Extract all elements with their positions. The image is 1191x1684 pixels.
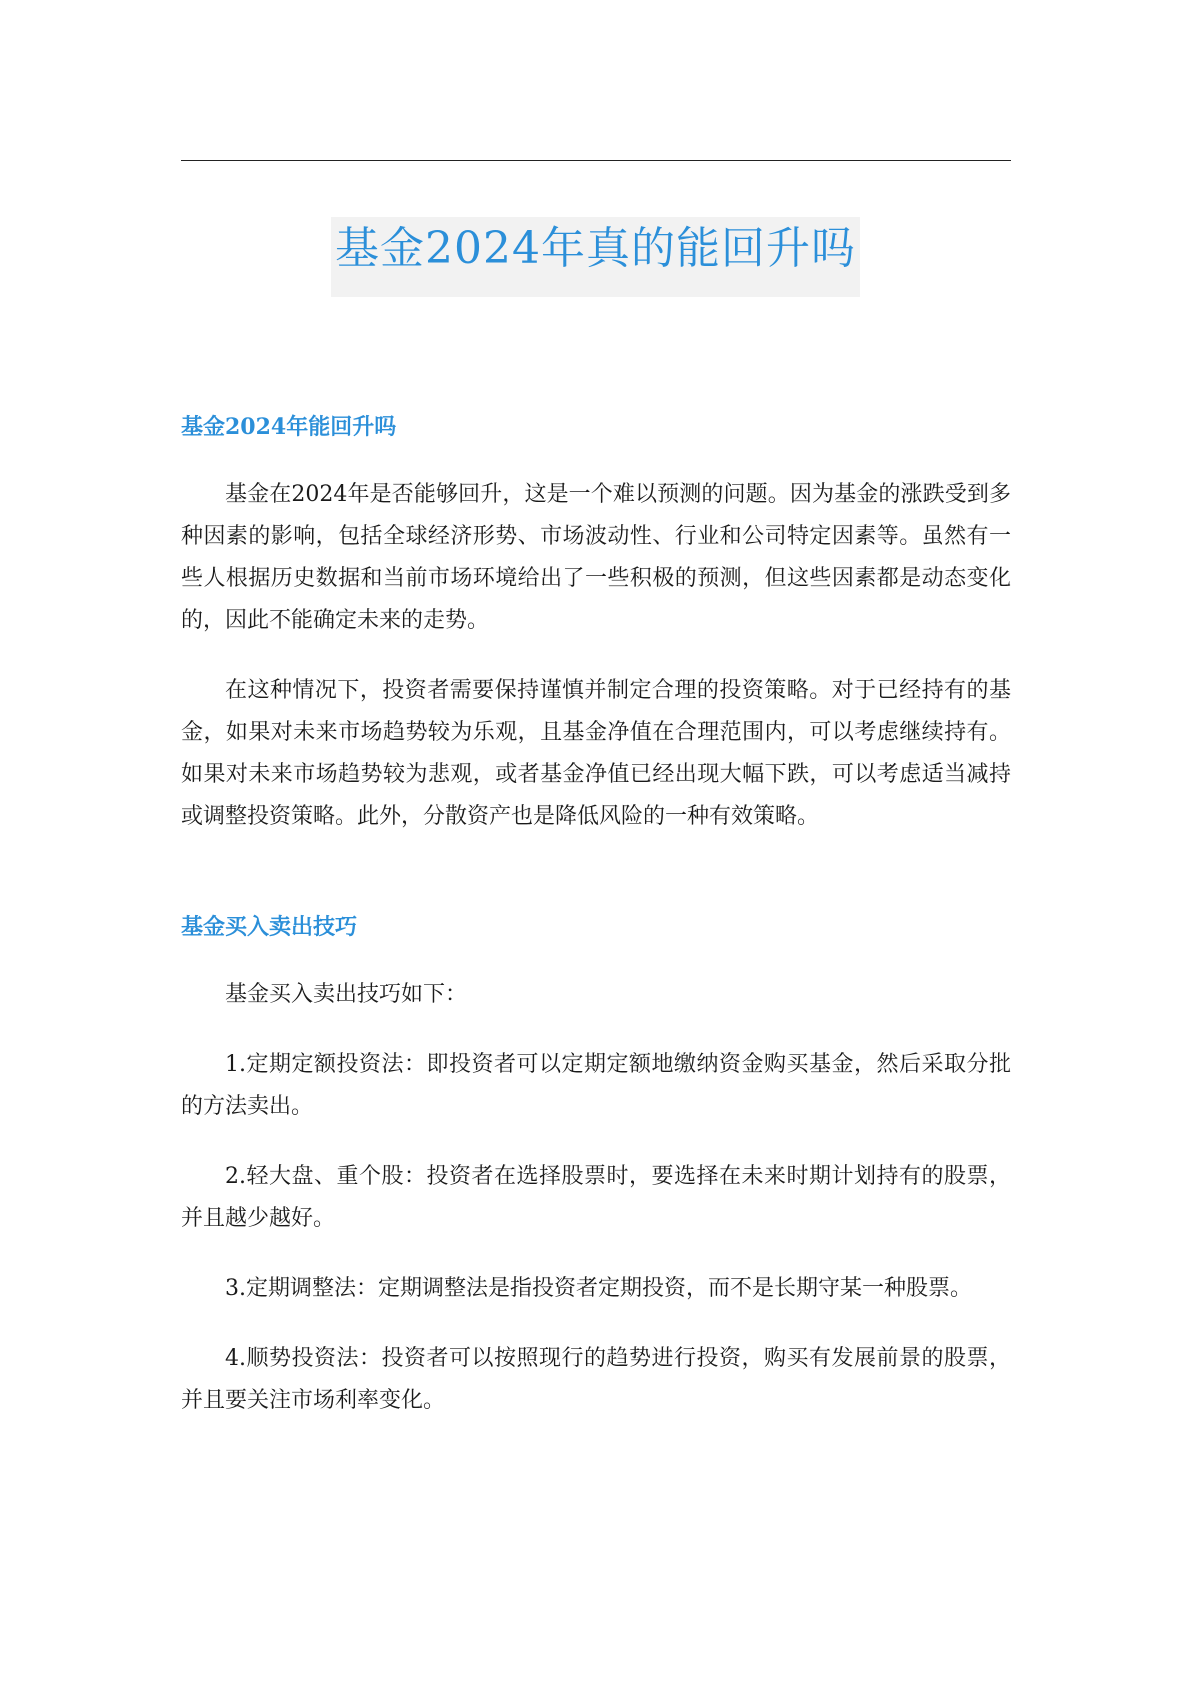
section-fund-trading-tips [181,910,1011,1422]
document-body [181,410,1011,1422]
list-item: 2.轻大盘、重个股：投资者在选择股票时，要选择在未来时期计划持有的股票，并且越少越好。 [181,1164,1011,1231]
title-container [0,188,1191,327]
section-heading: 基金2024年能回升吗 [181,414,397,440]
list-item: 4.顺势投资法：投资者可以按照现行的趋势进行投资，购买有发展前景的股票，并且要关注市场利率变化。 [181,1346,1011,1413]
top-divider [181,160,1011,161]
list-item: 1.定期定额投资法：即投资者可以定期定额地缴纳资金购买基金，然后采取分批的方法卖出。 [181,1052,1011,1119]
paragraph: 在这种情况下，投资者需要保持谨慎并制定合理的投资策略。对于已经持有的基金，如果对未来市场趋势较为乐观，且基金净值在合理范围内，可以考虑继续持有。如果对未来市场趋势较为悲观，或者基金净值已经出现大幅下跌，可以考虑适当减持或调整投资策略。此外，分散资产也是降低风险的一种有效策略。 [181,678,1011,829]
paragraph: 基金买入卖出技巧如下： [225,982,468,1007]
section-heading: 基金买入卖出技巧 [181,914,358,940]
paragraph: 基金在2024年是否能够回升，这是一个难以预测的问题。因为基金的涨跌受到多种因素的影响，包括全球经济形势、市场波动性、行业和公司特定因素等。虽然有一些人根据历史数据和当前市场环境给出了一些积极的预测，但这些因素都是动态变化的，因此不能确定未来的走势。 [181,482,1011,633]
document-title: 基金2024年真的能回升吗 [331,217,860,297]
list-item: 3.定期调整法：定期调整法是指投资者定期投资，而不是长期守某一种股票。 [225,1276,972,1301]
section-fund-2024-recovery [181,410,1011,838]
